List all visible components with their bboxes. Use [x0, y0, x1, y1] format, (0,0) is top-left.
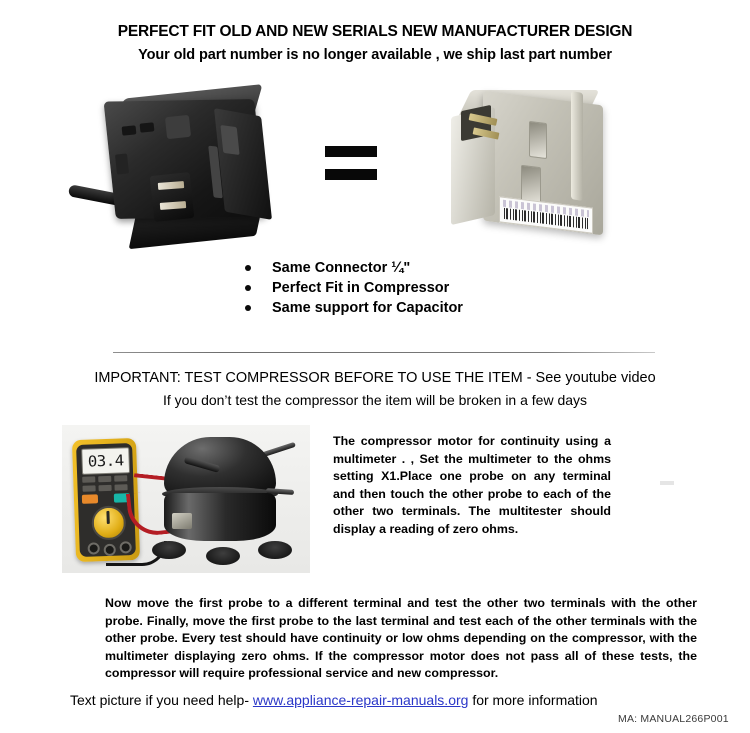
- compressor-tube: [262, 442, 296, 457]
- multimeter-button: [114, 484, 127, 490]
- scan-artifact: [660, 481, 674, 485]
- important-line-2: If you don’t test the compressor the item will be broken in a few days: [162, 392, 588, 408]
- old-part-notch: [220, 125, 239, 155]
- compressor-mount-foot: [258, 541, 292, 559]
- part-comparison: [0, 86, 750, 261]
- list-item: Perfect Fit in Compressor: [245, 278, 463, 298]
- new-part-rib: [571, 91, 583, 201]
- compressor-unit: [158, 437, 288, 561]
- old-part-notch: [165, 115, 191, 139]
- header-title: PERFECT FIT OLD AND NEW SERIALS NEW MANUFACTURER DESIGN: [117, 23, 633, 40]
- equals-bar-bottom: [325, 169, 377, 180]
- new-part-slot: [529, 121, 547, 159]
- header: [0, 22, 750, 65]
- footer-help-line: [70, 690, 598, 710]
- important-notice: [0, 368, 750, 410]
- compressor-terminal-block: [172, 513, 192, 529]
- manual-code: MA: MANUAL266P001: [618, 713, 729, 725]
- compressor-mount-foot: [152, 541, 186, 559]
- multimeter-compressor-photo: [62, 425, 310, 573]
- support-website-link[interactable]: www.appliance-repair-manuals.org: [252, 692, 469, 708]
- multimeter-button: [114, 475, 127, 481]
- multimeter-button: [82, 485, 95, 491]
- old-part-notch: [115, 153, 129, 174]
- additional-instructions-paragraph: Now move the first probe to a different terminal and test the other two terminals with the other probe. Finally, move the first probe to the last terminal and test each of the other terminals with the other probe. Every test should have continuity or low ohms depending on the compressor, with the multimeter displaying zero ohms. If the compressor motor does not pass all of these tests, the compressor will require professional service and new compressor.: [105, 596, 697, 681]
- equals-sign: [325, 146, 383, 192]
- old-part-image: [70, 90, 315, 260]
- footer-suffix: for more information: [468, 692, 598, 708]
- equals-bar-top: [325, 146, 377, 157]
- multimeter-button: [98, 485, 111, 491]
- important-line-1: IMPORTANT: TEST COMPRESSOR BEFORE TO USE THE ITEM - See youtube video: [94, 370, 656, 386]
- feature-list: [245, 258, 463, 318]
- multimeter-reading: 03.4: [87, 451, 124, 471]
- list-item: Same Connector ¼": [245, 258, 463, 278]
- list-item: Same support for Capacitor: [245, 298, 463, 318]
- section-divider: [113, 352, 655, 353]
- multimeter-orange-button: [82, 494, 98, 504]
- old-part-notch: [140, 122, 155, 132]
- old-part-terminal-block: [150, 172, 195, 222]
- new-part-image: [443, 86, 638, 258]
- footer-prefix: Text picture if you need help-: [70, 692, 253, 708]
- multimeter-button: [98, 476, 111, 482]
- header-subtitle: Your old part number is no longer available , we ship last part number: [138, 47, 612, 63]
- old-part-notch: [122, 125, 137, 135]
- compressor-mount-foot: [206, 547, 240, 565]
- multimeter-button: [82, 476, 95, 482]
- multimeter-jack: [87, 542, 99, 554]
- multimeter-display: [81, 447, 130, 475]
- test-instructions-paragraph: The compressor motor for continuity using a multimeter . , Set the multimeter to the ohms setting X1.Place one probe on any terminal and then touch the other probe to each of the other two terminals. The multitester should display a reading of zero ohms.: [333, 434, 611, 536]
- multimeter-rotary-dial: [91, 505, 126, 540]
